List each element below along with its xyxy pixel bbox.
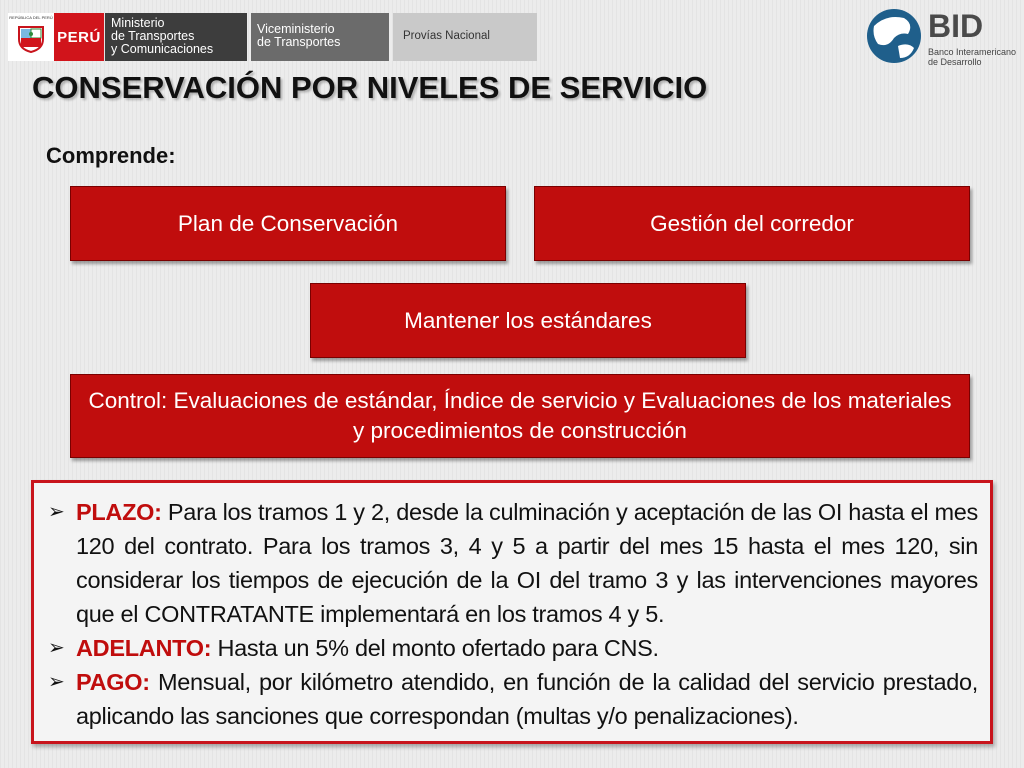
terms-panel (31, 480, 993, 744)
plan-conservacion-box: Plan de Conservación (70, 186, 506, 261)
bullet-pago: ➢ PAGO: Mensual, por kilómetro atendido, en función de la calidad del servicio prestado, aplicando las sanciones que correspondan (multas y/o penalizaciones). (48, 665, 978, 733)
ministry-label: Ministerio de Transportes y Comunicaciones (105, 13, 247, 61)
bullet-adelanto: ➢ ADELANTO: Hasta un 5% del monto ofertado para CNS. (48, 631, 978, 665)
arrow-bullet-icon: ➢ (48, 501, 65, 523)
bid-name: BID (928, 8, 984, 44)
control-box: Control: Evaluaciones de estándar, Índice de servicio y Evaluaciones de los materiales y procedimientos de construcción (70, 374, 970, 458)
mantener-estandares-box: Mantener los estándares (310, 283, 746, 358)
peru-coat-of-arms-icon (8, 13, 54, 61)
country-label: PERÚ (54, 13, 104, 61)
gestion-corredor-box: Gestión del corredor (534, 186, 970, 261)
bid-subtitle: Banco Interamericano de Desarrollo (928, 47, 1017, 67)
bullet-plazo: ➢ PLAZO: Para los tramos 1 y 2, desde la culminación y aceptación de las OI hasta el mes 120 del contrato. Para los tramos 3, 4 y 5 a partir del mes 15 hasta el mes 120, sin considerar los tiempos de ejecución de la OI del tramo 3 y las intervenciones mayores que el CONTRATANTE implementará en los tramos 4 y 5. (48, 495, 978, 631)
slide-title: CONSERVACIÓN POR NIVELES DE SERVICIO (32, 70, 708, 105)
shield-caption: REPÚBLICA DEL PERÚ (9, 15, 53, 20)
arrow-bullet-icon: ➢ (48, 637, 65, 659)
slide-subtitle: Comprende: (46, 143, 176, 168)
agency-label: Provías Nacional (393, 13, 537, 61)
viceministry-label: Viceministerio de Transportes (251, 13, 389, 61)
government-header (8, 13, 537, 61)
arrow-bullet-icon: ➢ (48, 671, 65, 693)
